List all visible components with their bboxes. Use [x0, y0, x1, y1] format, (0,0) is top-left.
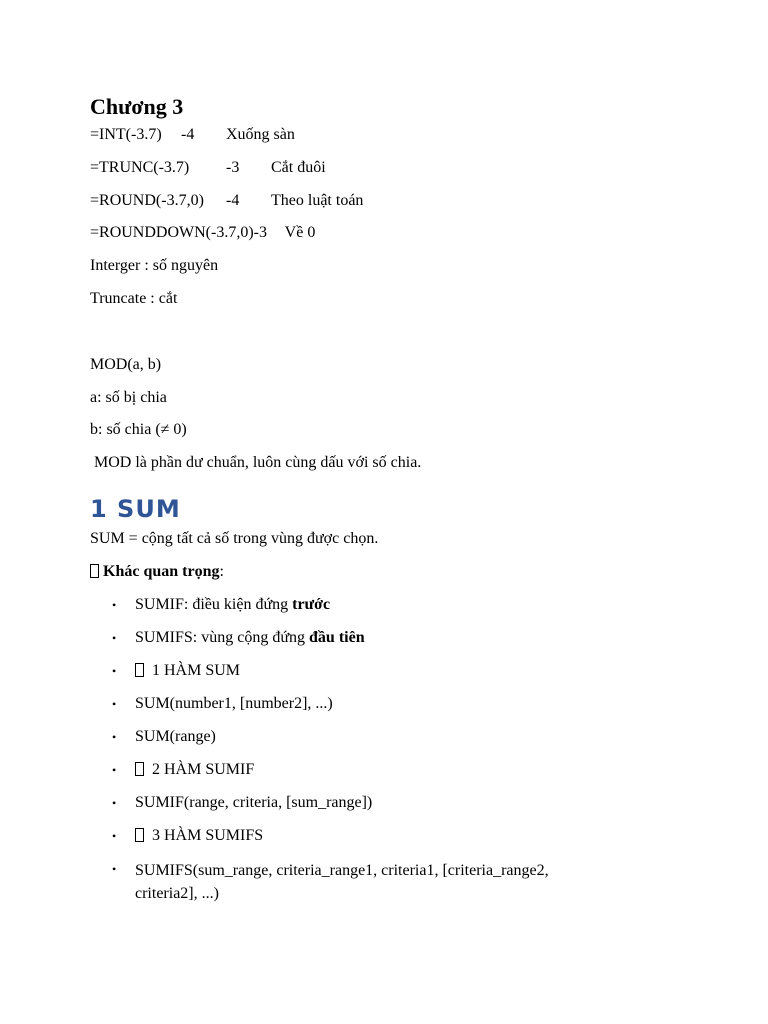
function-row-round: [90, 191, 690, 211]
bullet-dot: •: [112, 828, 117, 843]
important-label-line: [90, 562, 690, 582]
result: -4: [226, 191, 240, 209]
meaning: Cắt đuôi: [271, 158, 326, 176]
function-row-int: [90, 125, 690, 145]
item-bold: trước: [292, 595, 331, 613]
bullet-dot: •: [112, 861, 117, 876]
sum-definition: SUM = cộng tất cả số trong vùng được chọn.: [90, 530, 379, 548]
item-bold: đầu tiên: [309, 628, 365, 646]
bullet-dot: •: [112, 597, 117, 612]
document-content: [90, 92, 690, 918]
formula: =INT(-3.7): [90, 126, 162, 143]
mod-param-b: b: số chia (≠ 0): [90, 421, 187, 439]
bullet-dot: •: [112, 795, 117, 810]
formula: =ROUNDDOWN(-3.7,0): [90, 224, 254, 242]
item-text: SUM(number1, [number2], ...): [135, 694, 333, 712]
emoji-icon: [135, 663, 144, 677]
result: -3: [253, 224, 267, 242]
list-item: [90, 859, 690, 905]
list-item: [90, 628, 690, 648]
meaning: Về 0: [284, 224, 316, 242]
pin-icon: [90, 564, 99, 578]
important-suffix: :: [219, 562, 224, 580]
list-item: [90, 826, 690, 846]
bullet-dot: •: [112, 630, 117, 645]
emoji-icon: [135, 762, 144, 776]
item-text: 1 HÀM SUM: [148, 661, 241, 679]
bullet-dot: •: [112, 663, 117, 678]
definition-truncate: Truncate : cắt: [90, 289, 178, 307]
list-item: [90, 760, 690, 780]
mod-signature: MOD(a, b): [90, 355, 162, 373]
list-item: [90, 595, 690, 615]
list-item: [90, 793, 690, 813]
result: -3: [226, 158, 240, 176]
bullet-dot: •: [112, 729, 117, 744]
formula: =TRUNC(-3.7): [90, 158, 190, 176]
list-item: [90, 727, 690, 747]
item-text: SUMIFS(sum_range, criteria_range1, criteria1, [criteria_range2, criteria2], ...): [135, 861, 549, 902]
meaning: Theo luật toán: [271, 191, 364, 209]
chapter-title: Chương 3: [90, 94, 184, 119]
bullet-dot: •: [112, 696, 117, 711]
formula: =ROUND(-3.7,0): [90, 191, 204, 209]
item-text: 2 HÀM SUMIF: [148, 760, 255, 778]
mod-note: MOD là phần dư chuẩn, luôn cùng dấu với số chia.: [90, 454, 422, 472]
bullet-dot: •: [112, 762, 117, 777]
emoji-icon: [135, 828, 144, 842]
item-text: SUM(range): [135, 727, 216, 745]
list-item: [90, 694, 690, 714]
function-row-rounddown: [90, 223, 690, 243]
meaning: Xuống sàn: [226, 126, 295, 143]
function-row-trunc: [90, 158, 690, 178]
item-text: SUMIF: điều kiện đứng: [135, 595, 293, 613]
list-item: [90, 661, 690, 681]
result: -4: [181, 126, 195, 143]
blank-line: [90, 322, 690, 355]
important-label: Khác quan trọng: [103, 562, 220, 580]
mod-param-a: a: số bị chia: [90, 388, 167, 406]
item-text: SUMIFS: vùng cộng đứng: [135, 628, 310, 646]
item-text: SUMIF(range, criteria, [sum_range]): [135, 793, 373, 811]
item-text: 3 HÀM SUMIFS: [148, 826, 264, 844]
bullet-list: [90, 595, 690, 905]
definition-integer: Interger : số nguyên: [90, 257, 219, 275]
section-heading-sum: 1 SUM: [90, 495, 181, 524]
